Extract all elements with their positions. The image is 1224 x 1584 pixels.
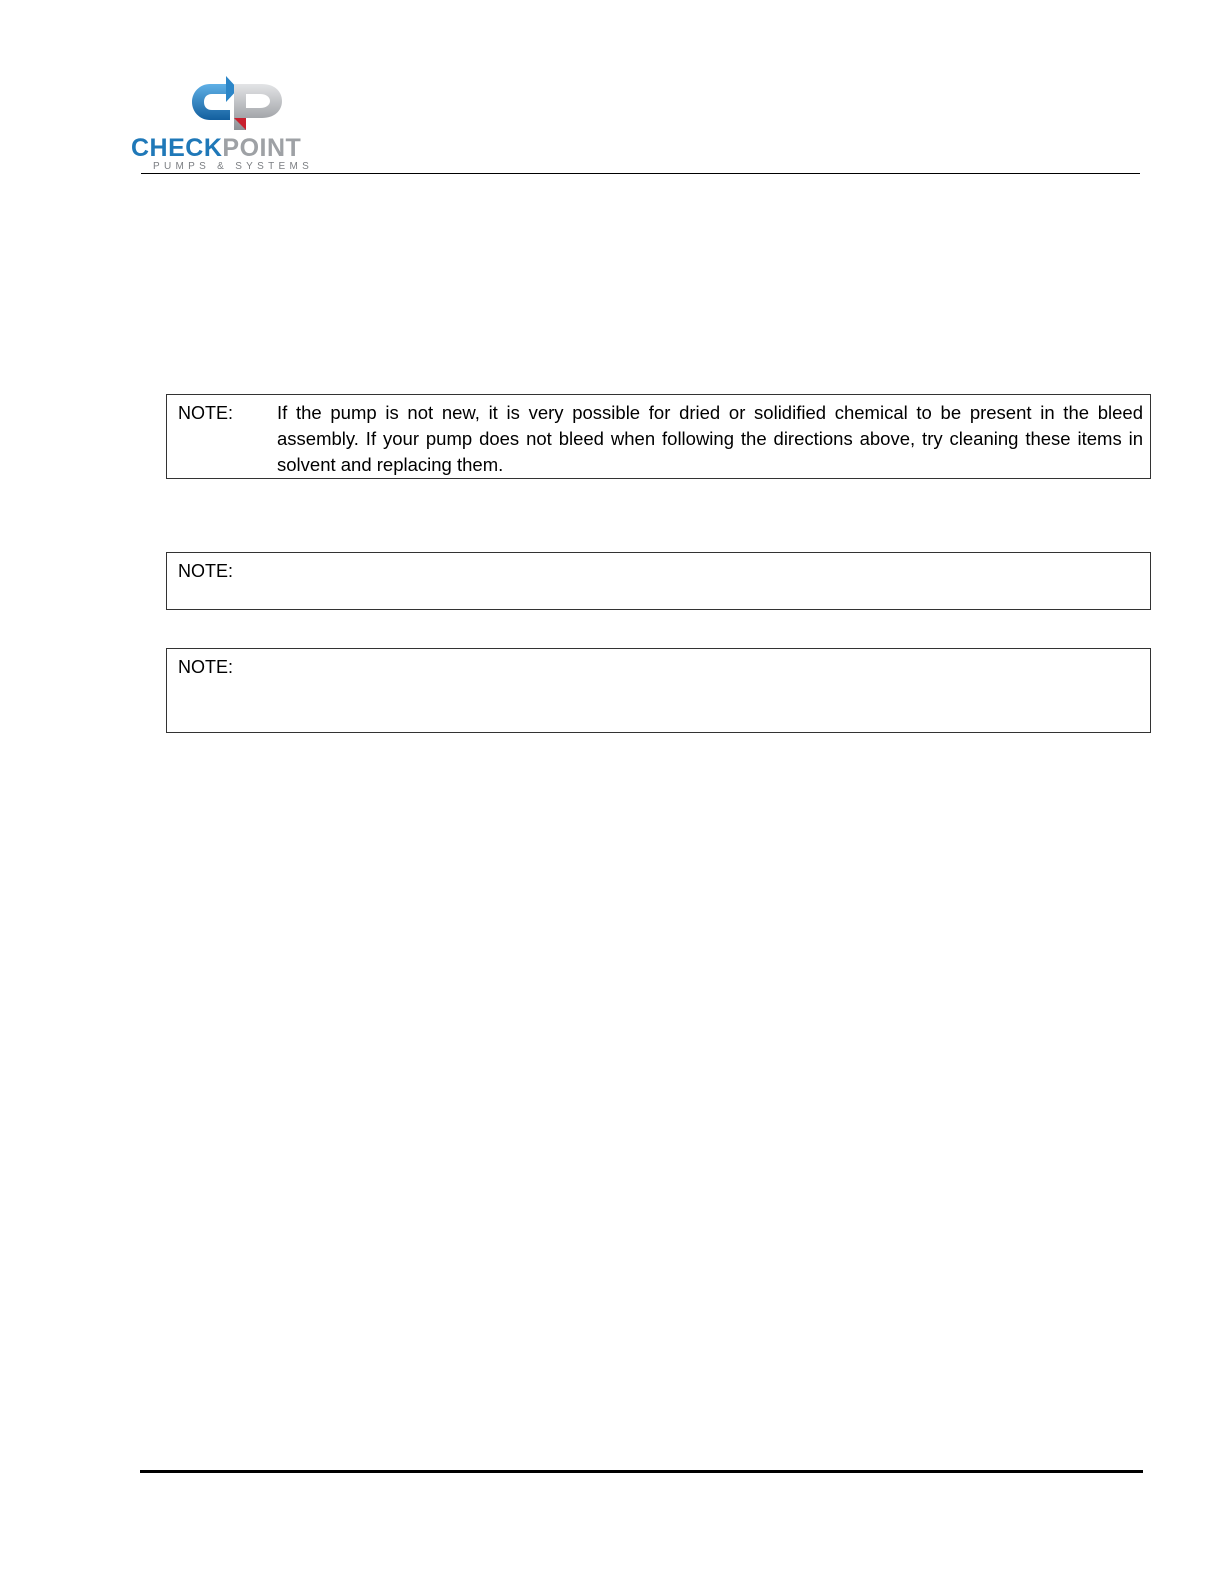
logo-wordmark bbox=[131, 136, 301, 161]
cp-logo-mark-icon bbox=[130, 74, 290, 136]
note-label: NOTE: bbox=[178, 657, 234, 677]
logo-wordmark-check: CHECK bbox=[131, 134, 223, 162]
logo-wordmark-point: POINT bbox=[222, 134, 302, 162]
note-label: NOTE: bbox=[178, 403, 234, 423]
footer-divider bbox=[140, 1470, 1143, 1473]
note-box bbox=[166, 394, 1151, 479]
note-box bbox=[166, 552, 1151, 610]
checkpoint-logo bbox=[130, 74, 350, 174]
note-label: NOTE: bbox=[178, 561, 234, 581]
logo-tagline: PUMPS & SYSTEMS bbox=[153, 161, 314, 172]
note-text: If the pump is not new, it is very possible for dried or solidified chemical to be present in the bleed assembly. If your pump does not bleed when following the directions above, try cleaning these items in solvent and replacing them. bbox=[277, 402, 1143, 475]
note-box bbox=[166, 648, 1151, 733]
header-divider bbox=[141, 173, 1140, 174]
